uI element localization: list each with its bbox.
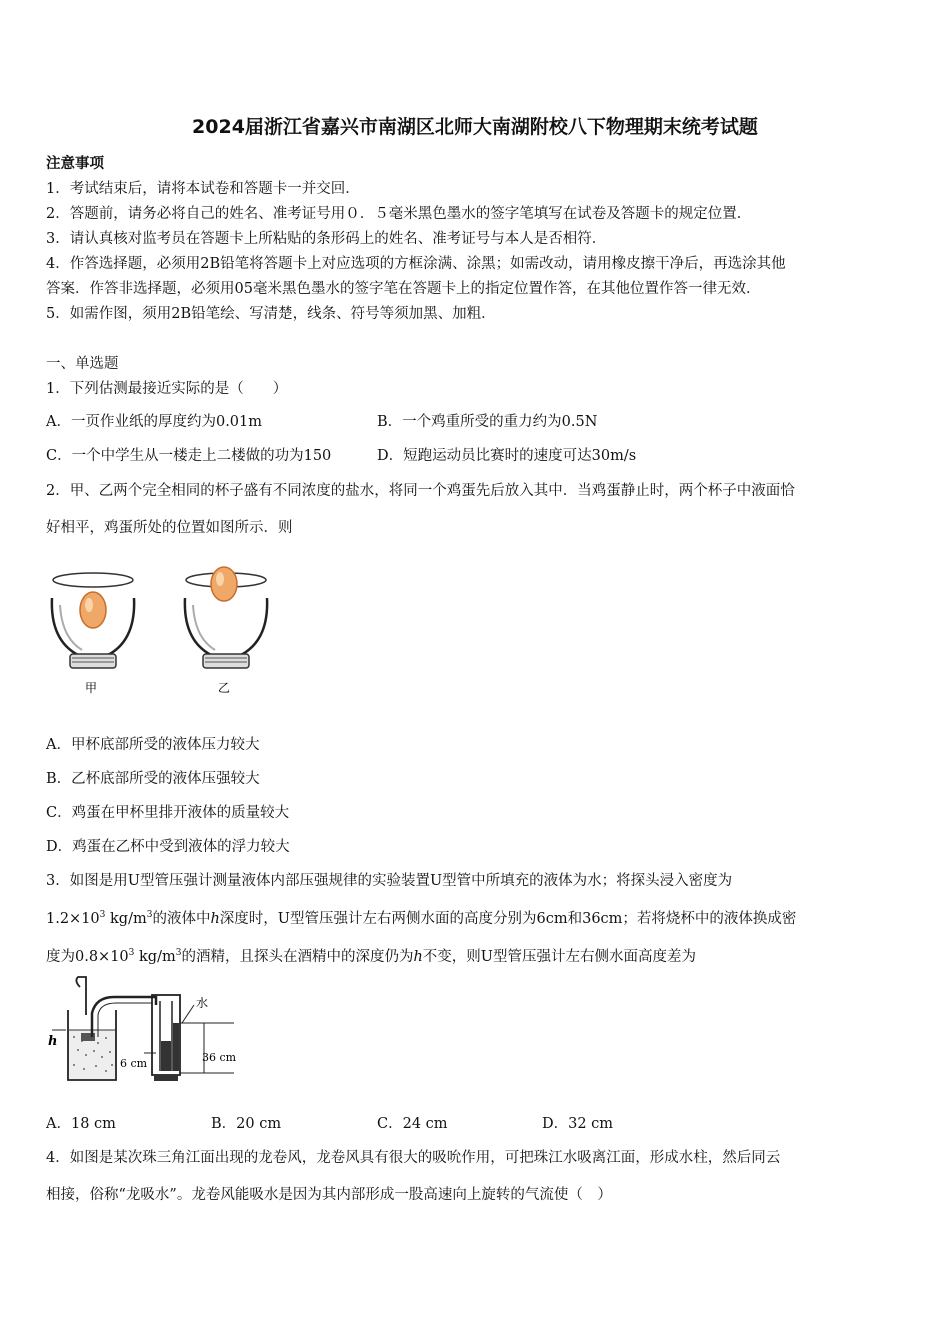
q4-stem-line1: 4．如图是某次珠三角江面出现的龙卷风，龙卷风具有很大的吸吮作用，可把珠江水吸离江面，形成水柱，然后同云 <box>46 1150 781 1166</box>
q1-option-d[interactable]: D．短跑运动员比赛时的速度可达30m/s <box>377 448 637 464</box>
q3-text: 的酒精，且探头在酒精中的深度仍为 <box>181 949 414 965</box>
q1-option-a[interactable]: A．一页作业纸的厚度约为0.01m <box>46 414 263 430</box>
cup-jia-label: 甲 <box>85 681 98 695</box>
cup-jia <box>52 573 134 668</box>
q2-option-d[interactable]: D．鸡蛋在乙杯中受到液体的浮力较大 <box>46 839 290 855</box>
fig-36cm-label: 36 cm <box>202 1051 237 1064</box>
q3-exp: 3 <box>146 910 153 921</box>
q3-density: 1.2×10 <box>46 911 100 927</box>
q3-exp: 3 <box>99 910 106 921</box>
notice-item: 2．答题前，请务必将自己的姓名、准考证号用０．５毫米黑色墨水的签字笔填写在试卷及答题卡的规定位置． <box>46 206 752 222</box>
q3-stem-line1: 3．如图是用U型管压强计测量液体内部压强规律的实验装置U型管中所填充的液体为水；将探头浸入密度为 <box>46 873 733 889</box>
cup-yi-label: 乙 <box>218 681 231 695</box>
page-title: 2024届浙江省嘉兴市南湖区北师大南湖附校八下物理期末统考试题 <box>192 116 758 138</box>
q3-option-a[interactable]: A．18 cm <box>46 1116 116 1132</box>
q2-option-b[interactable]: B．乙杯底部所受的液体压强较大 <box>46 771 260 787</box>
q2-option-a[interactable]: A．甲杯底部所受的液体压力较大 <box>46 737 260 753</box>
q2-cups-figure <box>40 550 290 700</box>
q3-option-c[interactable]: C．24 cm <box>377 1116 448 1132</box>
q2-stem-line1: 2．甲、乙两个完全相同的杯子盛有不同浓度的盐水，将同一个鸡蛋先后放入其中．当鸡蛋静止时，两个杯子中液面恰 <box>46 483 795 499</box>
q3-option-b[interactable]: B．20 cm <box>211 1116 282 1132</box>
q3-text: 的液体中 <box>152 911 211 927</box>
q3-text: 不变，则U型管压强计左右侧水面高度差为 <box>422 949 697 965</box>
section-heading: 一、单选题 <box>46 356 119 372</box>
fig-6cm-label: 6 cm <box>120 1057 148 1070</box>
cup-yi <box>185 567 267 668</box>
q3-stem-line2 <box>46 907 796 928</box>
q4-stem-line2: 相接，俗称“龙吸水”。龙卷风能吸水是因为其内部形成一股高速向上旋转的气流使（ ） <box>46 1187 612 1203</box>
q3-unit: kg/m <box>134 949 176 965</box>
q1-option-b[interactable]: B．一个鸡重所受的重力约为0.5N <box>377 414 598 430</box>
q3-symbol-h: h <box>210 911 220 927</box>
q3-text: 度为0.8×10 <box>46 949 129 965</box>
notice-heading: 注意事项 <box>46 155 104 172</box>
fig-h-label: h <box>48 1034 58 1049</box>
q3-exp: 3 <box>175 948 182 959</box>
q2-option-c[interactable]: C．鸡蛋在甲杯里排开液体的质量较大 <box>46 805 290 821</box>
q3-option-d[interactable]: D．32 cm <box>542 1116 614 1132</box>
q1-option-c[interactable]: C．一个中学生从一楼走上二楼做的功为150 <box>46 448 332 464</box>
q3-text: 深度时，U型管压强计左右两侧水面的高度分别为6cm和36cm；若将烧杯中的液体换成密 <box>219 911 797 927</box>
notice-item: 答案．作答非选择题，必须用05毫米黑色墨水的签字笔在答题卡上的指定位置作答，在其他位置作答一律无效． <box>46 281 761 297</box>
notice-item: 4．作答选择题，必须用2B铅笔将答题卡上对应选项的方框涂满、涂黑；如需改动，请用橡皮擦干净后，再选涂其他 <box>46 256 786 272</box>
notice-item: 5．如需作图，须用2B铅笔绘、写清楚，线条、符号等须加黑、加粗． <box>46 306 496 322</box>
notice-item: 1．考试结束后，请将本试卷和答题卡一并交回． <box>46 181 360 197</box>
q3-stem-line3 <box>46 945 696 966</box>
q3-u-tube-figure <box>44 975 244 1090</box>
q3-unit: kg/m <box>105 911 147 927</box>
q2-stem-line2: 好相平，鸡蛋所处的位置如图所示．则 <box>46 520 293 536</box>
notice-item: 3．请认真核对监考员在答题卡上所粘贴的条形码上的姓名、准考证号与本人是否相符． <box>46 231 607 247</box>
fig-water-label: 水 <box>196 996 209 1010</box>
u-tube <box>144 995 234 1081</box>
q1-stem: 1．下列估测最接近实际的是（ ） <box>46 381 288 397</box>
q3-symbol-h: h <box>413 949 423 965</box>
q3-exp: 3 <box>128 948 135 959</box>
